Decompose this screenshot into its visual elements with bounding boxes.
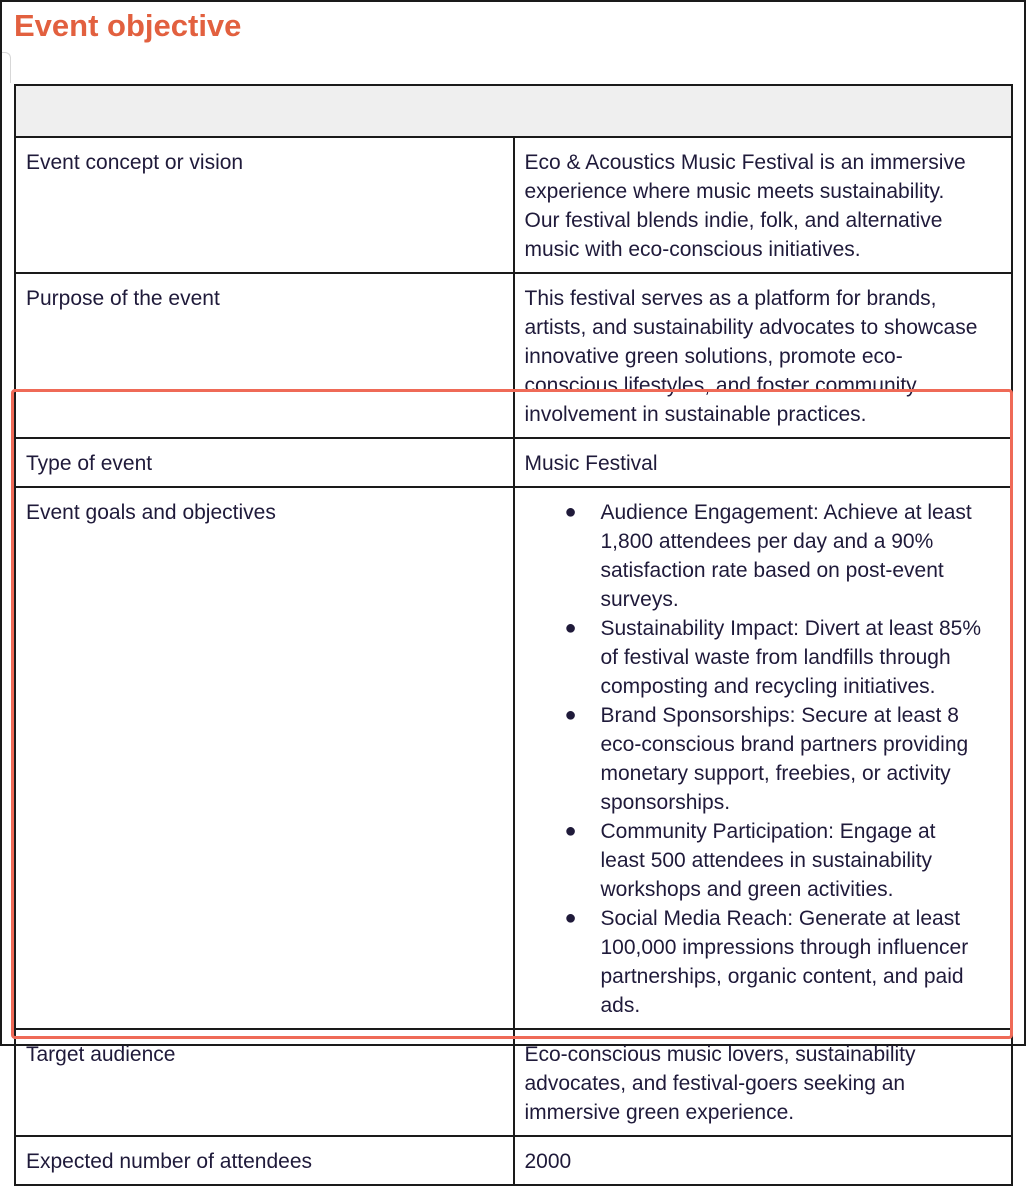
goal-text: Social Media Reach: Generate at least 100,000 impressions through influencer partnerships, organic content, and paid ads. (600, 907, 969, 1017)
margin-marker (2, 52, 11, 83)
list-item (565, 614, 982, 701)
row-label-goals[interactable]: Event goals and objectives (15, 487, 514, 1029)
bullet-icon: ● (564, 820, 577, 842)
list-item (565, 904, 982, 1020)
row-label-concept[interactable]: Event concept or vision (15, 137, 514, 273)
row-value-concept[interactable]: Eco & Acoustics Music Festival is an immersive experience where music meets sustainability. Our festival blends indie, folk, and alternative music with eco-conscious initiatives. (514, 137, 1013, 273)
row-value-goals[interactable] (514, 487, 1013, 1029)
row-label-purpose[interactable]: Purpose of the event (15, 273, 514, 438)
row-label-attendees[interactable]: Expected number of attendees (15, 1136, 514, 1185)
bullet-icon: ● (564, 501, 577, 523)
row-value-type[interactable]: Music Festival (514, 438, 1013, 487)
table-row (15, 487, 1012, 1029)
list-item (565, 817, 982, 904)
table-row (15, 1136, 1012, 1185)
event-objective-table (14, 84, 1013, 1186)
goal-text: Brand Sponsorships: Secure at least 8 eco-conscious brand partners providing monetary support, freebies, or activity sponsorships. (600, 704, 969, 814)
list-item (565, 498, 982, 614)
goal-text: Audience Engagement: Achieve at least 1,800 attendees per day and a 90% satisfaction rate based on post-event surveys. (600, 501, 972, 611)
table-header-cell[interactable] (15, 85, 1012, 137)
row-label-audience[interactable]: Target audience (15, 1029, 514, 1136)
bullet-icon: ● (564, 704, 577, 726)
goal-text: Sustainability Impact: Divert at least 85% of festival waste from landfills through composting and recycling initiatives. (600, 617, 982, 698)
bullet-icon: ● (564, 907, 577, 929)
row-value-audience[interactable]: Eco-conscious music lovers, sustainability advocates, and festival-goers seeking an immersive green experience. (514, 1029, 1013, 1136)
list-item (565, 701, 982, 817)
table-row (15, 137, 1012, 273)
table-row (15, 438, 1012, 487)
row-value-purpose[interactable]: This festival serves as a platform for brands, artists, and sustainability advocates to showcase innovative green solutions, promote eco-conscious lifestyles, and foster community involvement in sustainable practices. (514, 273, 1013, 438)
bullet-icon: ● (564, 617, 577, 639)
goals-list (525, 498, 982, 1020)
row-label-type[interactable]: Type of event (15, 438, 514, 487)
table-row (15, 1029, 1012, 1136)
table-header-row (15, 85, 1012, 137)
page-title: Event objective (14, 8, 242, 43)
table-row (15, 273, 1012, 438)
row-value-attendees[interactable]: 2000 (514, 1136, 1013, 1185)
goal-text: Community Participation: Engage at least 500 attendees in sustainability workshops and green activities. (600, 820, 936, 901)
